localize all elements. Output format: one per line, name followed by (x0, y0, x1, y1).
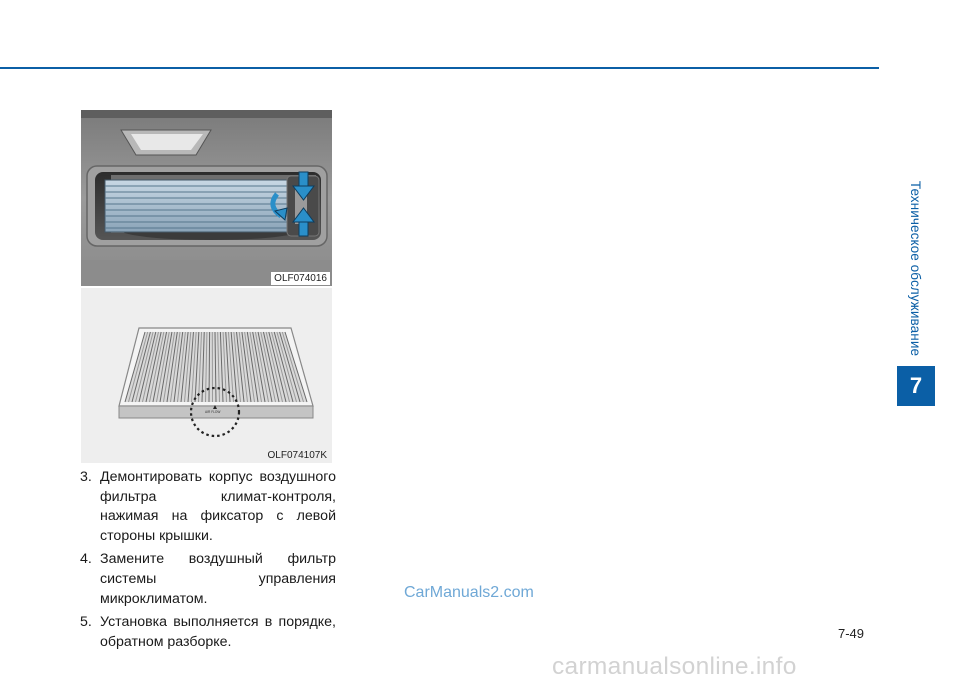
step-item (80, 613, 336, 652)
airflow-marking: AIR FLOW (205, 410, 221, 414)
air-filter-illustration (81, 288, 332, 463)
page-number: 7-49 (838, 626, 865, 641)
step-text: Замените воздушный фильтр системы управления микроклиматом. (100, 551, 336, 607)
step-text: Демонтировать корпус воздушного фильтра климат-контроля, нажимая на фиксатор с левой стороны крышки. (100, 469, 336, 544)
instruction-steps (80, 468, 336, 656)
footer-site-watermark: carmanualsonline.info (552, 653, 797, 680)
figure-filter-housing-removal (81, 110, 332, 286)
figure-cabin-air-filter (81, 288, 332, 463)
watermark-link[interactable]: CarManuals2.com (404, 584, 534, 601)
step-number: 3. (80, 469, 92, 485)
cabin-filter-slat-pack (105, 180, 291, 232)
figure-code: OLF074016 (271, 272, 330, 285)
step-item (80, 550, 336, 609)
figure-code: OLF074107K (267, 450, 327, 461)
step-number: 5. (80, 614, 92, 631)
chapter-badge (897, 366, 935, 406)
section-title: Техническое обслуживание (908, 180, 924, 356)
step-number: 4. (80, 551, 92, 568)
step-item (80, 468, 336, 546)
filter-pleat-line (209, 332, 210, 402)
section-tab (905, 178, 927, 358)
header-rule (0, 67, 879, 69)
filter-housing-illustration (81, 110, 332, 286)
chapter-number: 7 (909, 373, 923, 398)
step-text: Установка выполняется в порядке, обратном разборке. (100, 614, 336, 650)
